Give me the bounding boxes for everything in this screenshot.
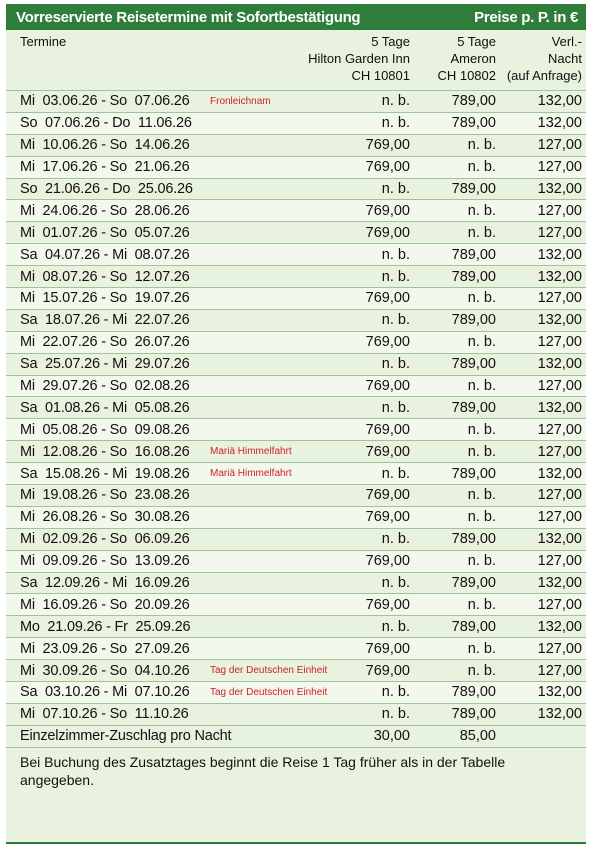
row-holiday-note [210, 375, 340, 397]
row-night-price: 127,00 [500, 550, 586, 572]
table-row [6, 375, 586, 397]
row-night-price: 132,00 [500, 309, 586, 331]
row-hilton-price: n. b. [340, 703, 414, 725]
row-holiday-note [210, 331, 340, 353]
header-hilton [276, 33, 410, 84]
header-hilton-line2: Hilton Garden Inn [308, 51, 410, 66]
row-ameron-price: 789,00 [414, 91, 500, 113]
row-hilton-price: 769,00 [340, 638, 414, 660]
row-night-price: 132,00 [500, 682, 586, 704]
row-date: Mi 05.08.26 - So 09.08.26 [6, 419, 210, 441]
table-title: Vorreservierte Reisetermine mit Sofortbestätigung [16, 8, 361, 26]
row-ameron-price: n. b. [414, 441, 500, 463]
row-date: Sa 01.08.26 - Mi 05.08.26 [6, 397, 210, 419]
table-row [6, 222, 586, 244]
row-ameron-price: 789,00 [414, 528, 500, 550]
row-holiday-note [210, 134, 340, 156]
column-headers [6, 30, 586, 90]
row-date: Mi 01.07.26 - So 05.07.26 [6, 222, 210, 244]
row-date: So 07.06.26 - Do 11.06.26 [6, 112, 210, 134]
row-hilton-price: 769,00 [340, 419, 414, 441]
row-night-price: 132,00 [500, 572, 586, 594]
row-hilton-price: 769,00 [340, 288, 414, 310]
row-ameron-price: 789,00 [414, 112, 500, 134]
row-holiday-note [210, 594, 340, 616]
row-holiday-note [210, 244, 340, 266]
row-night-price: 127,00 [500, 156, 586, 178]
row-holiday-note [210, 397, 340, 419]
row-holiday-note [210, 156, 340, 178]
row-hilton-price: 769,00 [340, 134, 414, 156]
row-holiday-note: Tag der Deutschen Einheit [210, 660, 340, 682]
row-night-price: 127,00 [500, 331, 586, 353]
table-row [6, 397, 586, 419]
row-holiday-note [210, 506, 340, 528]
row-holiday-note: Mariä Himmelfahrt [210, 441, 340, 463]
row-hilton-price: 769,00 [340, 550, 414, 572]
table-row [6, 703, 586, 725]
row-ameron-price: n. b. [414, 331, 500, 353]
table-row [6, 660, 586, 682]
table-row [6, 353, 586, 375]
row-date: Mi 23.09.26 - So 27.09.26 [6, 638, 210, 660]
row-holiday-note [210, 353, 340, 375]
row-date: So 21.06.26 - Do 25.06.26 [6, 178, 210, 200]
row-holiday-note [210, 309, 340, 331]
row-night-price: 127,00 [500, 222, 586, 244]
row-night-price: 127,00 [500, 288, 586, 310]
single-room-empty [500, 725, 586, 746]
row-holiday-note [210, 266, 340, 288]
row-night-price: 127,00 [500, 485, 586, 507]
row-holiday-note [210, 550, 340, 572]
row-night-price: 132,00 [500, 397, 586, 419]
row-holiday-note [210, 638, 340, 660]
row-hilton-price: n. b. [340, 682, 414, 704]
row-ameron-price: 789,00 [414, 572, 500, 594]
row-holiday-note [210, 178, 340, 200]
row-holiday-note [210, 419, 340, 441]
row-date: Sa 03.10.26 - Mi 07.10.26 [6, 682, 210, 704]
row-ameron-price: n. b. [414, 638, 500, 660]
row-ameron-price: 789,00 [414, 397, 500, 419]
row-hilton-price: n. b. [340, 309, 414, 331]
row-date: Mo 21.09.26 - Fr 25.09.26 [6, 616, 210, 638]
row-holiday-note [210, 703, 340, 725]
row-night-price: 127,00 [500, 660, 586, 682]
row-hilton-price: 769,00 [340, 200, 414, 222]
table-row [6, 309, 586, 331]
table-row [6, 463, 586, 485]
table-row [6, 528, 586, 550]
row-ameron-price: n. b. [414, 485, 500, 507]
single-room-ameron: 85,00 [414, 725, 500, 746]
header-termine: Termine [20, 34, 67, 49]
row-night-price: 132,00 [500, 616, 586, 638]
row-date: Mi 29.07.26 - So 02.08.26 [6, 375, 210, 397]
row-ameron-price: 789,00 [414, 463, 500, 485]
row-night-price: 127,00 [500, 441, 586, 463]
row-date: Mi 26.08.26 - So 30.08.26 [6, 506, 210, 528]
header-ameron-line3: CH 10802 [437, 68, 496, 83]
row-ameron-price: n. b. [414, 550, 500, 572]
table-row [6, 331, 586, 353]
row-holiday-note [210, 572, 340, 594]
row-night-price: 132,00 [500, 266, 586, 288]
table-row [6, 485, 586, 507]
header-night-line2: Nacht [548, 51, 582, 66]
row-hilton-price: 769,00 [340, 660, 414, 682]
row-night-price: 127,00 [500, 594, 586, 616]
table-row [6, 506, 586, 528]
row-hilton-price: n. b. [340, 397, 414, 419]
row-ameron-price: n. b. [414, 660, 500, 682]
row-hilton-price: n. b. [340, 244, 414, 266]
row-hilton-price: n. b. [340, 616, 414, 638]
row-date: Mi 09.09.26 - So 13.09.26 [6, 550, 210, 572]
row-date: Mi 02.09.26 - So 06.09.26 [6, 528, 210, 550]
row-hilton-price: 769,00 [340, 156, 414, 178]
table-row [6, 244, 586, 266]
row-date: Mi 22.07.26 - So 26.07.26 [6, 331, 210, 353]
row-date: Sa 04.07.26 - Mi 08.07.26 [6, 244, 210, 266]
row-night-price: 127,00 [500, 200, 586, 222]
row-date: Mi 07.10.26 - So 11.10.26 [6, 703, 210, 725]
row-hilton-price: n. b. [340, 528, 414, 550]
table-row [6, 156, 586, 178]
row-hilton-price: n. b. [340, 353, 414, 375]
header-extra-night [502, 33, 582, 84]
row-holiday-note [210, 222, 340, 244]
single-room-label: Einzelzimmer-Zuschlag pro Nacht [6, 725, 340, 746]
row-date: Mi 03.06.26 - So 07.06.26 [6, 91, 210, 113]
row-night-price: 132,00 [500, 178, 586, 200]
row-night-price: 127,00 [500, 638, 586, 660]
row-date: Mi 15.07.26 - So 19.07.26 [6, 288, 210, 310]
header-hilton-line3: CH 10801 [351, 68, 410, 83]
row-ameron-price: n. b. [414, 156, 500, 178]
row-ameron-price: 789,00 [414, 244, 500, 266]
footnote: Bei Buchung des Zusatztages beginnt die Reise 1 Tag früher als in der Tabelle angegeben. [6, 747, 586, 789]
row-date: Mi 12.08.26 - So 16.08.26 [6, 441, 210, 463]
row-holiday-note [210, 616, 340, 638]
table-row [6, 91, 586, 113]
row-ameron-price: 789,00 [414, 703, 500, 725]
row-ameron-price: n. b. [414, 200, 500, 222]
row-hilton-price: n. b. [340, 572, 414, 594]
row-ameron-price: n. b. [414, 375, 500, 397]
row-hilton-price: n. b. [340, 112, 414, 134]
row-hilton-price: 769,00 [340, 375, 414, 397]
row-date: Mi 30.09.26 - So 04.10.26 [6, 660, 210, 682]
row-holiday-note [210, 485, 340, 507]
header-ameron [416, 33, 496, 84]
table-row [6, 572, 586, 594]
price-table-panel [6, 4, 586, 844]
row-hilton-price: 769,00 [340, 222, 414, 244]
row-ameron-price: n. b. [414, 594, 500, 616]
header-ameron-line1: 5 Tage [457, 34, 496, 49]
row-date: Mi 24.06.26 - So 28.06.26 [6, 200, 210, 222]
row-ameron-price: 789,00 [414, 353, 500, 375]
row-night-price: 132,00 [500, 703, 586, 725]
row-ameron-price: 789,00 [414, 266, 500, 288]
single-room-hilton: 30,00 [340, 725, 414, 746]
row-ameron-price: 789,00 [414, 309, 500, 331]
row-night-price: 132,00 [500, 463, 586, 485]
row-night-price: 132,00 [500, 353, 586, 375]
row-hilton-price: 769,00 [340, 331, 414, 353]
dates-table [6, 90, 586, 747]
row-date: Mi 17.06.26 - So 21.06.26 [6, 156, 210, 178]
row-hilton-price: 769,00 [340, 485, 414, 507]
row-night-price: 127,00 [500, 419, 586, 441]
row-ameron-price: n. b. [414, 134, 500, 156]
row-hilton-price: 769,00 [340, 594, 414, 616]
price-label: Preise p. P. in € [474, 8, 578, 26]
row-date: Sa 12.09.26 - Mi 16.09.26 [6, 572, 210, 594]
row-night-price: 132,00 [500, 91, 586, 113]
table-row [6, 200, 586, 222]
table-row [6, 616, 586, 638]
row-holiday-note: Mariä Himmelfahrt [210, 463, 340, 485]
table-row [6, 638, 586, 660]
row-holiday-note [210, 112, 340, 134]
table-row [6, 288, 586, 310]
row-night-price: 132,00 [500, 244, 586, 266]
row-date: Mi 10.06.26 - So 14.06.26 [6, 134, 210, 156]
table-row [6, 682, 586, 704]
row-holiday-note [210, 528, 340, 550]
row-ameron-price: n. b. [414, 506, 500, 528]
table-row [6, 266, 586, 288]
row-ameron-price: n. b. [414, 419, 500, 441]
row-date: Sa 25.07.26 - Mi 29.07.26 [6, 353, 210, 375]
header-ameron-line2: Ameron [450, 51, 496, 66]
row-night-price: 132,00 [500, 112, 586, 134]
row-night-price: 127,00 [500, 134, 586, 156]
row-date: Mi 08.07.26 - So 12.07.26 [6, 266, 210, 288]
table-row [6, 178, 586, 200]
header-night-line3: (auf Anfrage) [506, 68, 582, 83]
row-hilton-price: n. b. [340, 178, 414, 200]
header-night-line1: Verl.- [551, 34, 582, 49]
row-date: Sa 18.07.26 - Mi 22.07.26 [6, 309, 210, 331]
table-row [6, 594, 586, 616]
row-night-price: 132,00 [500, 528, 586, 550]
row-hilton-price: 769,00 [340, 441, 414, 463]
row-holiday-note [210, 200, 340, 222]
row-ameron-price: 789,00 [414, 682, 500, 704]
row-night-price: 127,00 [500, 375, 586, 397]
header-hilton-line1: 5 Tage [371, 34, 410, 49]
table-row [6, 419, 586, 441]
row-hilton-price: n. b. [340, 266, 414, 288]
row-hilton-price: n. b. [340, 91, 414, 113]
row-ameron-price: n. b. [414, 222, 500, 244]
row-ameron-price: 789,00 [414, 616, 500, 638]
row-night-price: 127,00 [500, 506, 586, 528]
dates-table-body [6, 91, 586, 726]
row-date: Sa 15.08.26 - Mi 19.08.26 [6, 463, 210, 485]
row-date: Mi 16.09.26 - So 20.09.26 [6, 594, 210, 616]
table-row [6, 134, 586, 156]
row-hilton-price: 769,00 [340, 506, 414, 528]
row-holiday-note: Fronleichnam [210, 91, 340, 113]
row-holiday-note: Tag der Deutschen Einheit [210, 682, 340, 704]
title-band [6, 4, 586, 30]
row-hilton-price: n. b. [340, 463, 414, 485]
row-holiday-note [210, 288, 340, 310]
single-room-row [6, 725, 586, 746]
row-ameron-price: 789,00 [414, 178, 500, 200]
row-ameron-price: n. b. [414, 288, 500, 310]
table-row [6, 441, 586, 463]
table-row [6, 112, 586, 134]
table-row [6, 550, 586, 572]
row-date: Mi 19.08.26 - So 23.08.26 [6, 485, 210, 507]
